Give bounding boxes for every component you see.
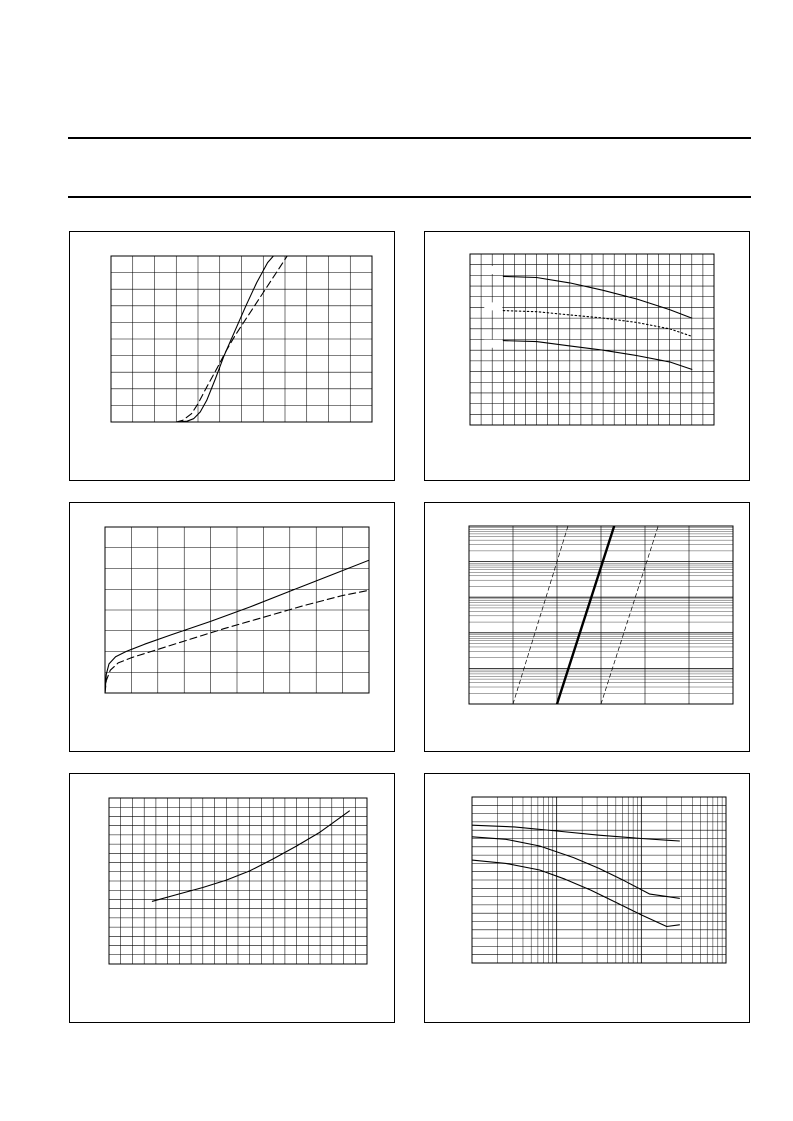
chart-3-grid [105,527,369,693]
chart-4-grid [469,526,733,704]
chart-panel-1 [69,231,395,481]
chart-5-grid [109,798,367,964]
chart-panel-6 [424,773,750,1023]
chart-2-svg [425,232,751,482]
chart-1-grid [111,256,372,422]
chart-panel-3 [69,502,395,752]
chart-panel-2 [424,231,750,481]
chart-2-series-3 [503,341,692,370]
chart-2-series-2 [503,311,692,337]
header-rule-bottom [68,196,751,198]
chart-4-series-3 [601,526,658,704]
chart-1-series-2 [176,253,289,422]
chart-2-grid [470,254,714,425]
header-rule-top [68,137,751,139]
chart-6-grid [472,797,726,963]
chart-4-series-1 [513,526,568,704]
chart-2-label-patch-1 [484,266,502,274]
chart-1-svg [70,232,396,482]
chart-6-series-2 [472,837,679,899]
chart-panel-5 [69,773,395,1023]
chart-panel-4 [424,502,750,752]
chart-5-svg [70,774,396,1024]
chart-4-svg [425,503,751,753]
chart-2-label-patch-3 [484,340,502,348]
chart-4-series-2 [557,526,614,704]
chart-3-svg [70,503,396,753]
chart-6-svg [425,774,751,1024]
chart-2-label-patch-2 [484,302,502,310]
